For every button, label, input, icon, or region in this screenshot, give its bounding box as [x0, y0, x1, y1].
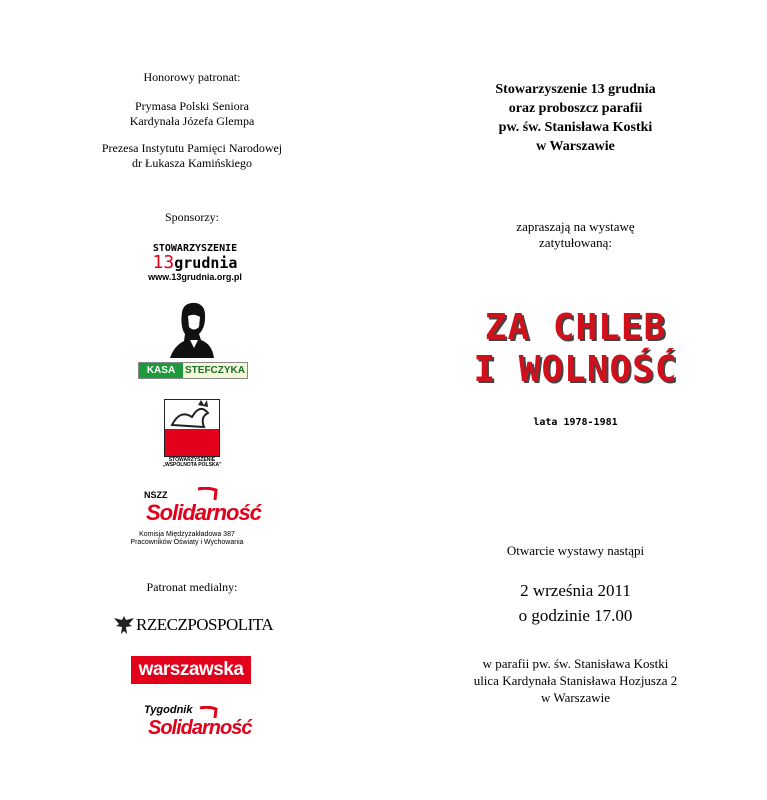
wspolnota-polska-logo — [164, 399, 220, 457]
organizer-line3: pw. św. Stanisława Kostki — [498, 120, 653, 135]
organizer-line2: oraz proboszcz parafii — [508, 101, 643, 116]
kasa-stefczyka-logo — [138, 362, 248, 379]
eagle-icon — [112, 614, 136, 636]
komisja-line1: Komisja Międzyzakładowa 387 — [139, 531, 235, 538]
rzeczpospolita-logo: RZECZPOSPOLITA — [136, 615, 274, 634]
sponsors-heading: Sponsorzy: — [165, 210, 219, 224]
logo13-top: STOWARZYSZENIE — [152, 243, 238, 254]
opening-date: 2 września 2011 — [520, 581, 631, 600]
solidarnosc-flag-icon — [196, 487, 218, 501]
komisja-line2: Pracowników Oświaty i Wychowania — [130, 539, 244, 546]
opening-time: o godzinie 17.00 — [518, 606, 633, 625]
media-heading: Patronat medialny: — [146, 580, 238, 594]
stefczyka-label: STEFCZYKA — [185, 365, 245, 376]
wspolnota-line1: STOWARZYSZENIE — [168, 457, 216, 463]
invite-line1: zapraszają na wystawę — [516, 219, 635, 234]
place-line1: w parafii pw. św. Stanisława Kostki — [482, 656, 669, 671]
tygodnik-label: Tygodnik — [144, 704, 193, 716]
patron1-line2: Kardynała Józefa Glempa — [129, 114, 255, 128]
logo-13grudnia — [140, 243, 250, 285]
place-line2: ulica Kardynała Stanisława Hozjusza 2 — [473, 673, 678, 688]
patron2-line2: dr Łukasza Kamińskiego — [132, 156, 252, 170]
solidarnosc-logo: Solidarność — [146, 500, 261, 525]
logo13-word: grudnia — [174, 254, 238, 272]
warszawska-logo: warszawska — [131, 656, 251, 684]
place-line3: w Warszawie — [540, 690, 611, 705]
honorary-heading: Honorowy patronat: — [143, 70, 241, 84]
wspolnota-line2: „WSPÓLNOTA POLSKA" — [162, 462, 222, 468]
nszz-label: NSZZ — [144, 490, 168, 500]
opening-label: Otwarcie wystawy nastąpi — [506, 543, 645, 558]
logo13-number: 13 — [152, 252, 175, 273]
invite-line2: zatytułowaną: — [539, 235, 612, 250]
kasa-label: KASA — [139, 363, 183, 378]
organizer-line1: Stowarzyszenie 13 grudnia — [495, 82, 656, 97]
portrait-image — [168, 300, 216, 358]
patron1-line1: Prymasa Polski Seniora — [135, 99, 249, 113]
organizer-line4: w Warszawie — [536, 139, 615, 154]
logo13-url: www.13grudnia.org.pl — [148, 272, 242, 282]
tygodnik-solidarnosc-logo: Solidarność — [148, 717, 252, 739]
years-label: lata 1978-1981 — [533, 417, 618, 428]
patron2-line1: Prezesa Instytutu Pamięci Narodowej — [101, 141, 283, 155]
exhibition-title-line1: ZA CHLEB — [484, 307, 667, 348]
exhibition-title-line2: I WOLNOŚĆ — [473, 349, 678, 390]
